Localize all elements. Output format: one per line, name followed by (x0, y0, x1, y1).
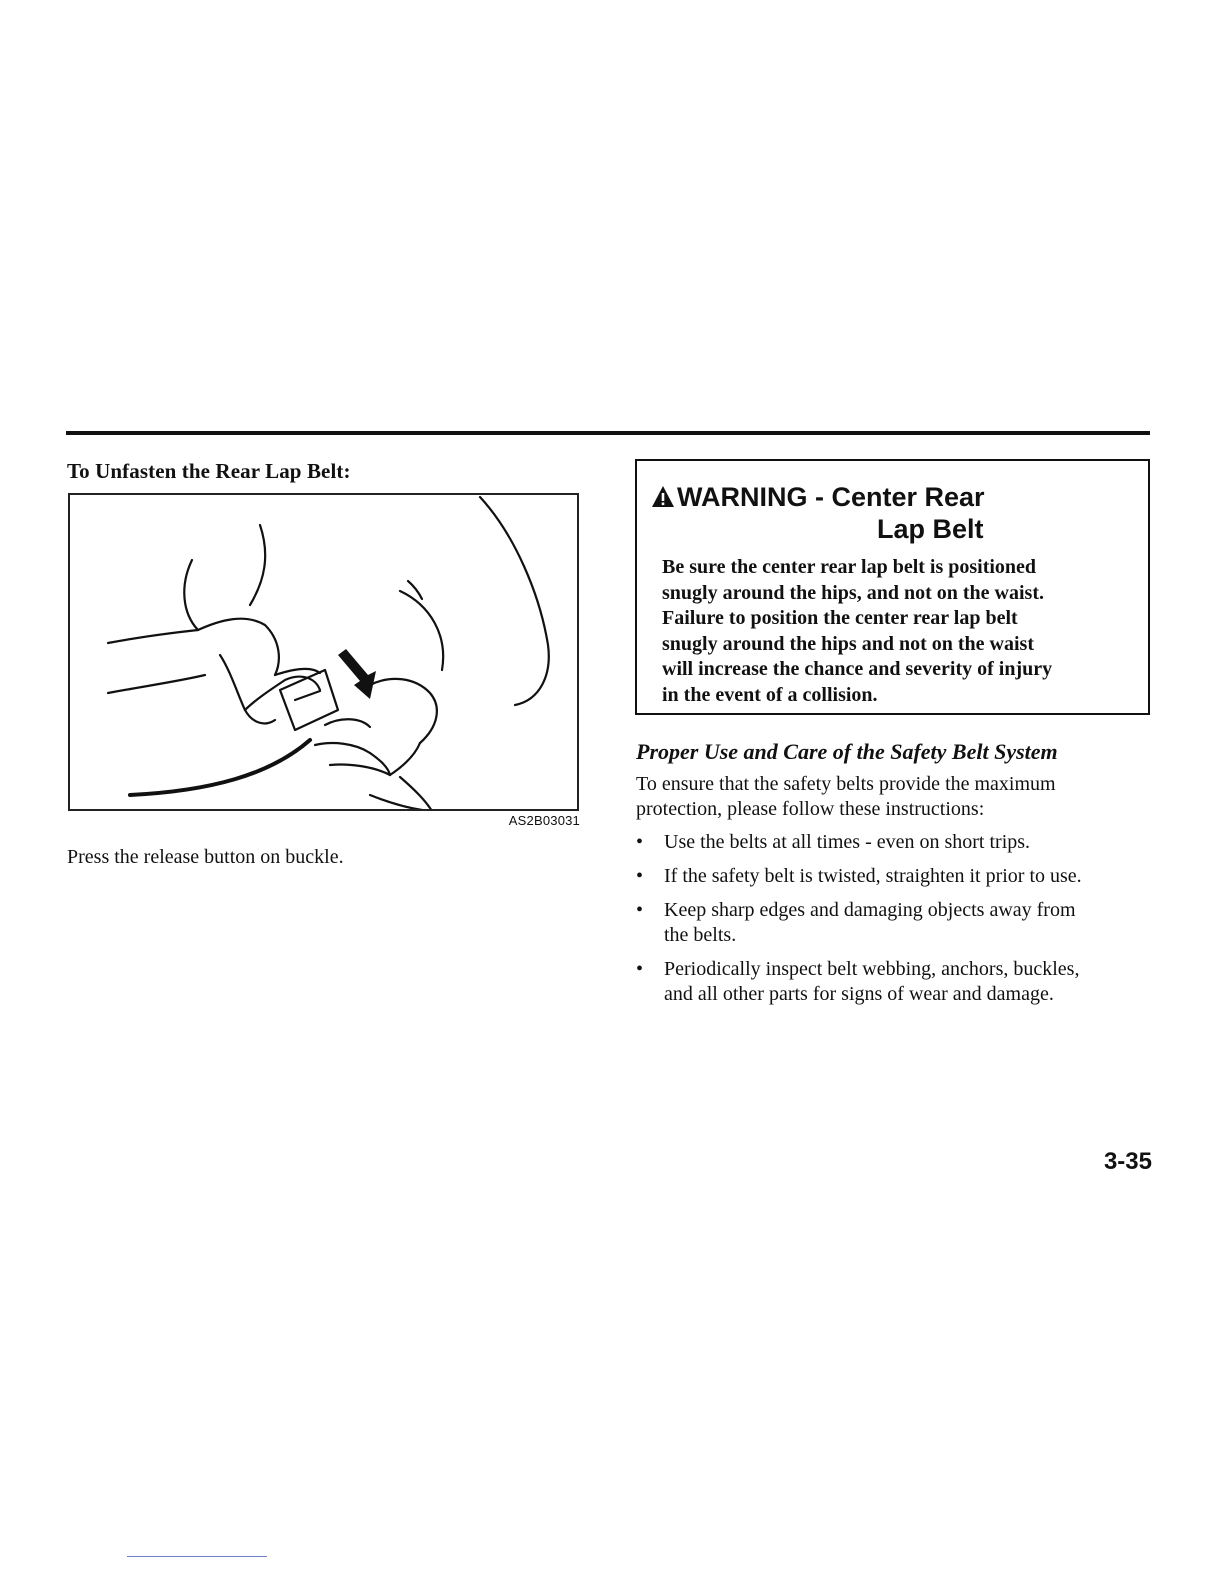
list-item-line: the belts. (664, 924, 737, 946)
figure-code: AS2B03031 (508, 813, 580, 828)
warning-title-text: WARNING - Center Rear (677, 482, 985, 512)
list-item-line: and all other parts for signs of wear and damage. (664, 983, 1054, 1005)
bullet-glyph: • (636, 899, 644, 921)
list-item (636, 830, 1156, 855)
list-item-line: If the safety belt is twisted, straighten it prior to use. (664, 865, 1082, 887)
warning-triangle-icon (651, 485, 675, 508)
warning-line: will increase the chance and severity of injury (662, 658, 1053, 680)
header-rule (66, 431, 1150, 435)
care-intro (636, 772, 1156, 822)
bullet-glyph: • (636, 831, 644, 853)
warning-line: Failure to position the center rear lap belt (662, 607, 1018, 629)
bullet-glyph: • (636, 958, 644, 980)
list-item-line: Keep sharp edges and damaging objects away from (664, 899, 1076, 921)
care-instructions-list (636, 830, 1156, 1016)
page-number: 3-35 (1103, 1148, 1152, 1175)
care-section-heading: Proper Use and Care of the Safety Belt System (636, 739, 1058, 764)
intro-line: protection, please follow these instructions: (636, 798, 985, 820)
footnote-rule (127, 1556, 267, 1557)
warning-body (662, 555, 1132, 708)
warning-title-line2: Lap Belt (877, 514, 984, 544)
warning-title-line1 (651, 481, 1111, 513)
unfasten-heading: To Unfasten the Rear Lap Belt: (67, 459, 351, 483)
warning-box (635, 459, 1150, 715)
hands-pressing-buckle-icon (70, 495, 579, 811)
buckle-illustration (68, 493, 579, 811)
warning-line: Be sure the center rear lap belt is positioned (662, 556, 1037, 578)
warning-line: in the event of a collision. (662, 683, 878, 706)
list-item-line: Use the belts at all times - even on short trips. (664, 831, 1031, 853)
intro-line: To ensure that the safety belts provide the maximum (636, 773, 1056, 795)
list-item (636, 864, 1156, 889)
list-item (636, 898, 1156, 948)
list-item-line: Periodically inspect belt webbing, anchors, buckles, (664, 958, 1080, 980)
bullet-glyph: • (636, 865, 644, 887)
warning-title (651, 481, 1111, 545)
warning-line: snugly around the hips, and not on the waist. (662, 581, 1044, 604)
warning-line: snugly around the hips and not on the waist (662, 632, 1034, 655)
figure-caption: Press the release button on buckle. (67, 846, 344, 868)
list-item (636, 957, 1156, 1007)
